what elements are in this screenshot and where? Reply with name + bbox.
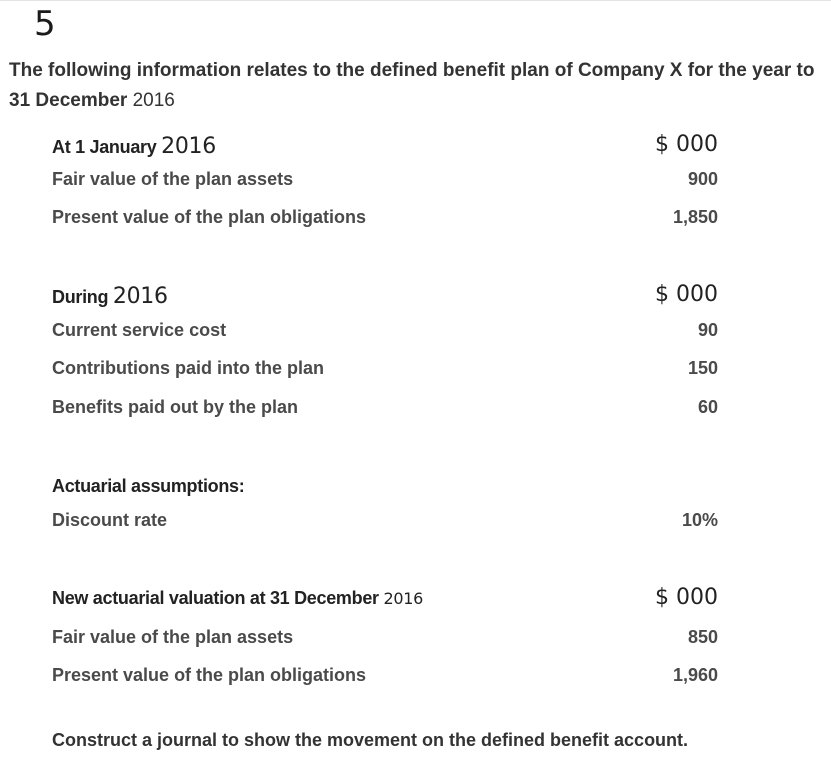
opening-row-value: 900 <box>687 169 718 189</box>
closing-heading <box>52 588 423 609</box>
intro-year: 2016 <box>132 90 175 111</box>
during-heading-year: 2016 <box>112 284 168 309</box>
closing-row-value: 1,960 <box>672 665 718 685</box>
opening-heading-text: At 1 January <box>52 137 157 157</box>
closing-heading-year: 2016 <box>383 589 423 608</box>
instruction-text: Construct a journal to show the movement on the defined benefit account. <box>52 730 689 750</box>
closing-unit-text: $ 000 <box>655 585 718 610</box>
opening-row-label: Present value of the plan obligations <box>52 207 367 227</box>
opening-heading-year: 2016 <box>161 134 216 159</box>
during-heading-text: During <box>52 287 109 307</box>
closing-unit <box>655 585 718 610</box>
opening-heading <box>52 134 216 159</box>
during-row-value: 90 <box>697 320 718 340</box>
assumptions-row-value: 10% <box>681 510 718 530</box>
closing-row-label: Fair value of the plan assets <box>52 627 294 647</box>
closing-row-value: 850 <box>687 627 718 647</box>
during-heading <box>52 284 168 309</box>
opening-unit <box>655 132 718 157</box>
during-unit-text: $ 000 <box>655 282 718 307</box>
during-unit <box>655 282 718 307</box>
intro-paragraph <box>9 56 824 116</box>
during-row-label: Benefits paid out by the plan <box>52 397 299 417</box>
intro-text: The following information relates to the defined benefit plan of Company X for the year to 31 December <box>9 60 815 111</box>
opening-row-value: 1,850 <box>672 207 718 227</box>
opening-unit-text: $ 000 <box>655 132 718 157</box>
question-number: 5 <box>34 4 56 44</box>
closing-heading-text: New actuarial valuation at 31 December <box>52 588 379 608</box>
closing-row-label: Present value of the plan obligations <box>52 665 367 685</box>
opening-row-label: Fair value of the plan assets <box>52 169 294 189</box>
during-row-label: Contributions paid into the plan <box>52 358 324 378</box>
assumptions-row-label: Discount rate <box>52 510 168 530</box>
during-row-value: 60 <box>697 397 718 417</box>
top-divider <box>0 0 831 1</box>
assumptions-heading: Actuarial assumptions: <box>52 476 245 496</box>
during-row-value: 150 <box>687 358 718 378</box>
during-row-label: Current service cost <box>52 320 227 340</box>
